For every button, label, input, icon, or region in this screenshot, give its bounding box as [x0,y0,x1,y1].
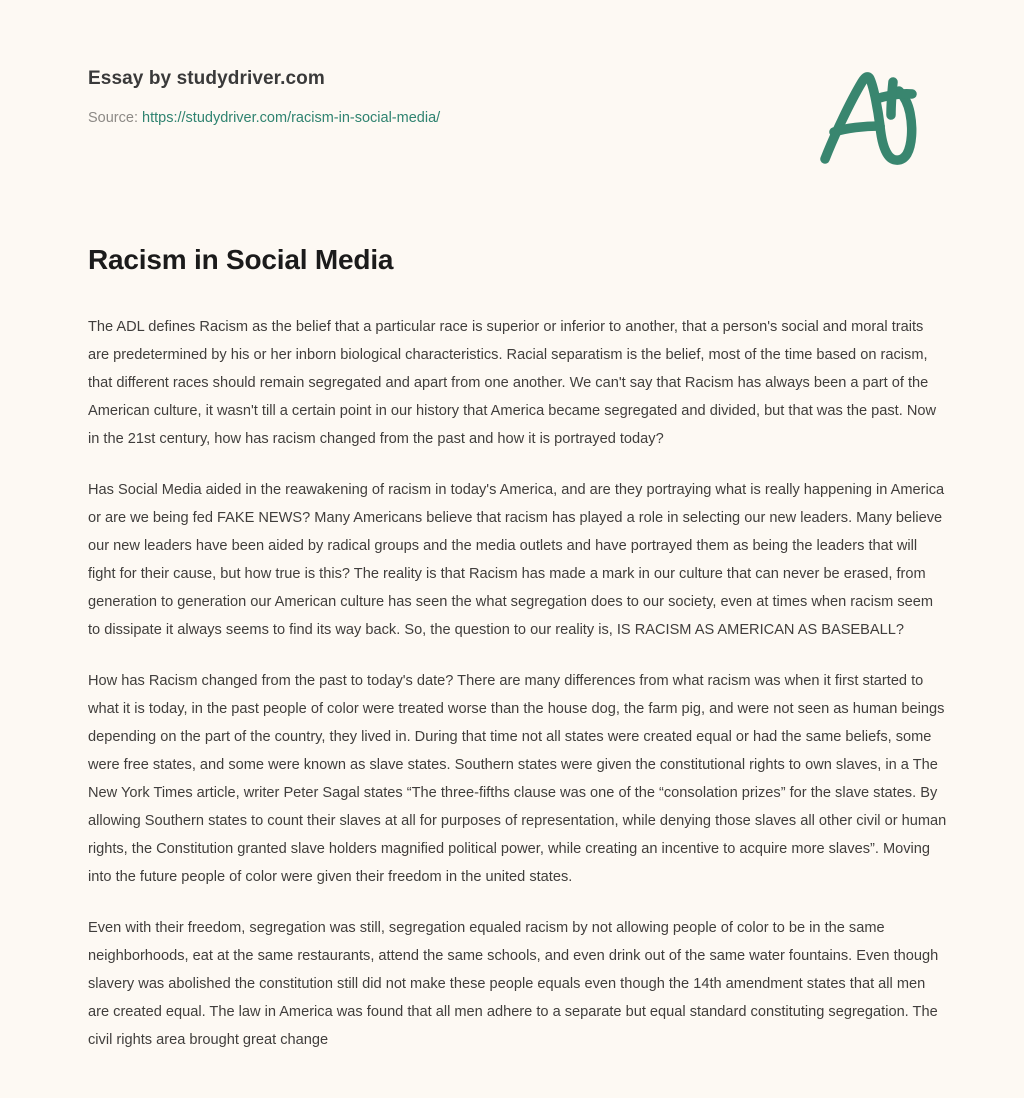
page-title: Racism in Social Media [88,244,394,275]
paragraph: Even with their freedom, segregation was still, segregation equaled racism by not allowing people of color to be in the same neighborhoods, eat at the same restaurants, attend the same schools, and even drink out of the same water fountains. Even though slavery was abolished the constitution still did not make these people equals even though the 14th amendment states that all men are created equal. The law in America was found that all men adhere to a separate but equal standard constituting segregation. The civil rights area brought great change [88,920,939,1048]
studydriver-logo[interactable] [812,58,928,170]
source-line [88,108,708,128]
source-url-link[interactable]: https://studydriver.com/racism-in-social-media/ [142,110,441,126]
page-header [0,0,1024,200]
article-body [88,313,948,1054]
article-container [88,243,948,1054]
paragraph: How has Racism changed from the past to today's date? There are many differences from what racism was when it first started to what it is today, in the past people of color were treated worse than the house dog, the farm pig, and were not seen as human beings depending on the part of the country, they lived in. During that time not all states were created equal or had the same beliefs, some were free states, and some were known as slave states. Southern states were given the constitutional rights to own slaves, in a The New York Times article, writer Peter Sagal states “The three-fifths clause was one of the “consolation prizes” for the slave states. By allowing Southern states to count their slaves at all for purposes of representation, while denying those slaves all other civil or human rights, the Constitution granted slave holders magnified political power, while creating an incentive to acquire more slaves”. Moving into the future people of color were given their freedom in the united states. [88,673,947,885]
paragraph: The ADL defines Racism as the belief that a particular race is superior or inferior to another, that a person's social and moral traits are predetermined by his or her inborn biological characteristics. Racial separatism is the belief, most of the time based on racism, that different races should remain segregated and apart from one another. We can't say that Racism has always been a part of the American culture, it wasn't till a certain point in our history that America became segregated and divided, but that was the past. Now in the 21st century, how has racism changed from the past and how it is portrayed today? [88,319,937,447]
source-label: Source: [88,110,138,126]
paragraph: Has Social Media aided in the reawakening of racism in today's America, and are they portraying what is really happening in America or are we being fed FAKE NEWS? Many Americans believe that racism has played a role in selecting our new leaders. Many believe our new leaders have been aided by radical groups and the media outlets and have portrayed them as being the leaders that will fight for their cause, but how true is this? The reality is that Racism has made a mark in our culture that can never be erased, from generation to generation our American culture has seen the what segregation does to our society, even at times when racism seem to dissipate it always seems to find its way back. So, the question to our reality is, IS RACISM AS AMERICAN AS BASEBALL? [88,482,945,638]
brand-heading: Essay by studydriver.com [88,68,325,89]
brand-block [88,66,708,128]
a-plus-logo-icon [812,58,928,170]
